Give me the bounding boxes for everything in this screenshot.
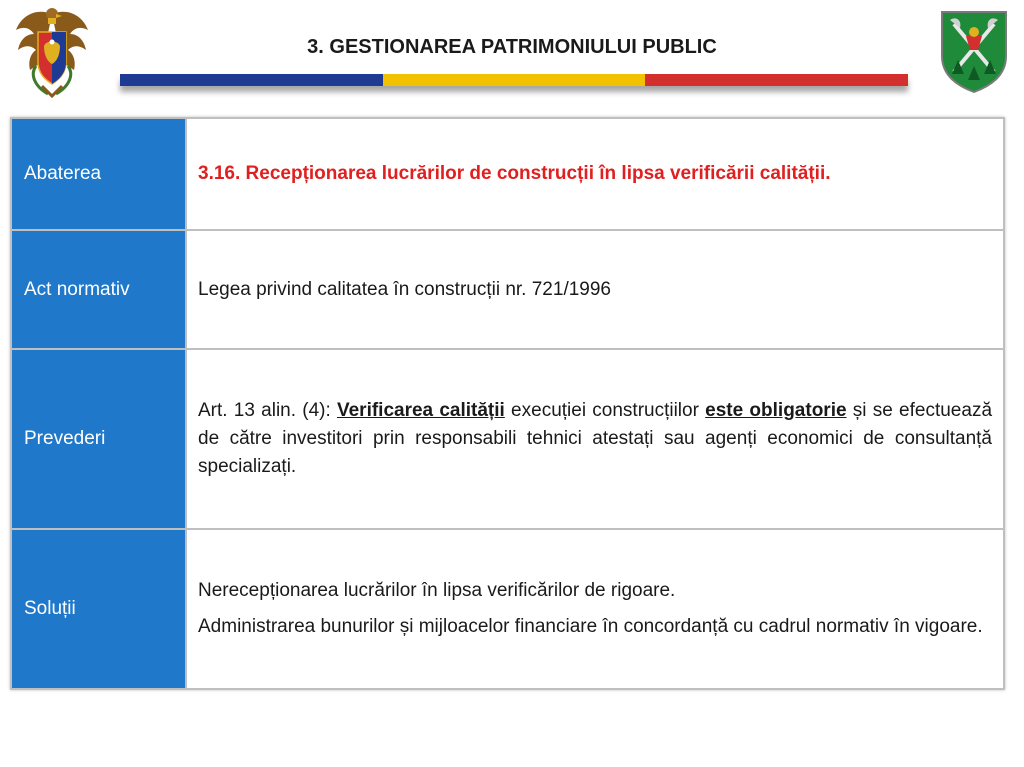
row-content-act-normativ (186, 230, 1004, 349)
page-title: 3. GESTIONAREA PATRIMONIULUI PUBLIC (307, 36, 717, 58)
row-content-abaterea (186, 118, 1004, 230)
row-content-solutii (186, 529, 1004, 689)
solution-paragraph-2: Administrarea bunurilor și mijloacelor financiare în concordanță cu cadrul normativ în vigoare. (198, 616, 983, 637)
row-label-solutii: Soluții (11, 529, 186, 689)
table-row (11, 349, 1004, 529)
legal-act-text: Legea privind calitatea în construcții nr. 721/1996 (198, 278, 611, 300)
violation-text: 3.16. Recepționarea lucrărilor de construcții în lipsa verificării calității. (198, 163, 831, 184)
provision-text-3: și se efectuează de către investitori prin responsabili tehnici atestați sau agenți economici de consultanță specializați. (198, 400, 993, 477)
solution-paragraph-1: Nerecepționarea lucrărilor în lipsa verificărilor de rigoare. (198, 580, 676, 601)
row-label-act-normativ: Act normativ (11, 230, 186, 349)
table-row (11, 529, 1004, 689)
provision-emphasis-2: este obligatorie (705, 400, 847, 421)
provision-text-2: execuției construcțiilor (504, 400, 706, 421)
provision-emphasis-1: Verificarea calității (336, 400, 505, 421)
district-coat-of-arms-icon (938, 10, 1010, 94)
row-label-prevederi: Prevederi (11, 349, 186, 529)
provision-text-1: Art. 13 alin. (4): (198, 400, 337, 421)
findings-table (10, 117, 1005, 690)
flag-stripe-bar (120, 74, 908, 86)
table-row (11, 118, 1004, 230)
moldova-coat-of-arms-icon (8, 4, 96, 100)
row-content-prevederi (186, 349, 1004, 529)
provision-paragraph (198, 397, 992, 481)
table-row (11, 230, 1004, 349)
row-label-abaterea: Abaterea (11, 118, 186, 230)
